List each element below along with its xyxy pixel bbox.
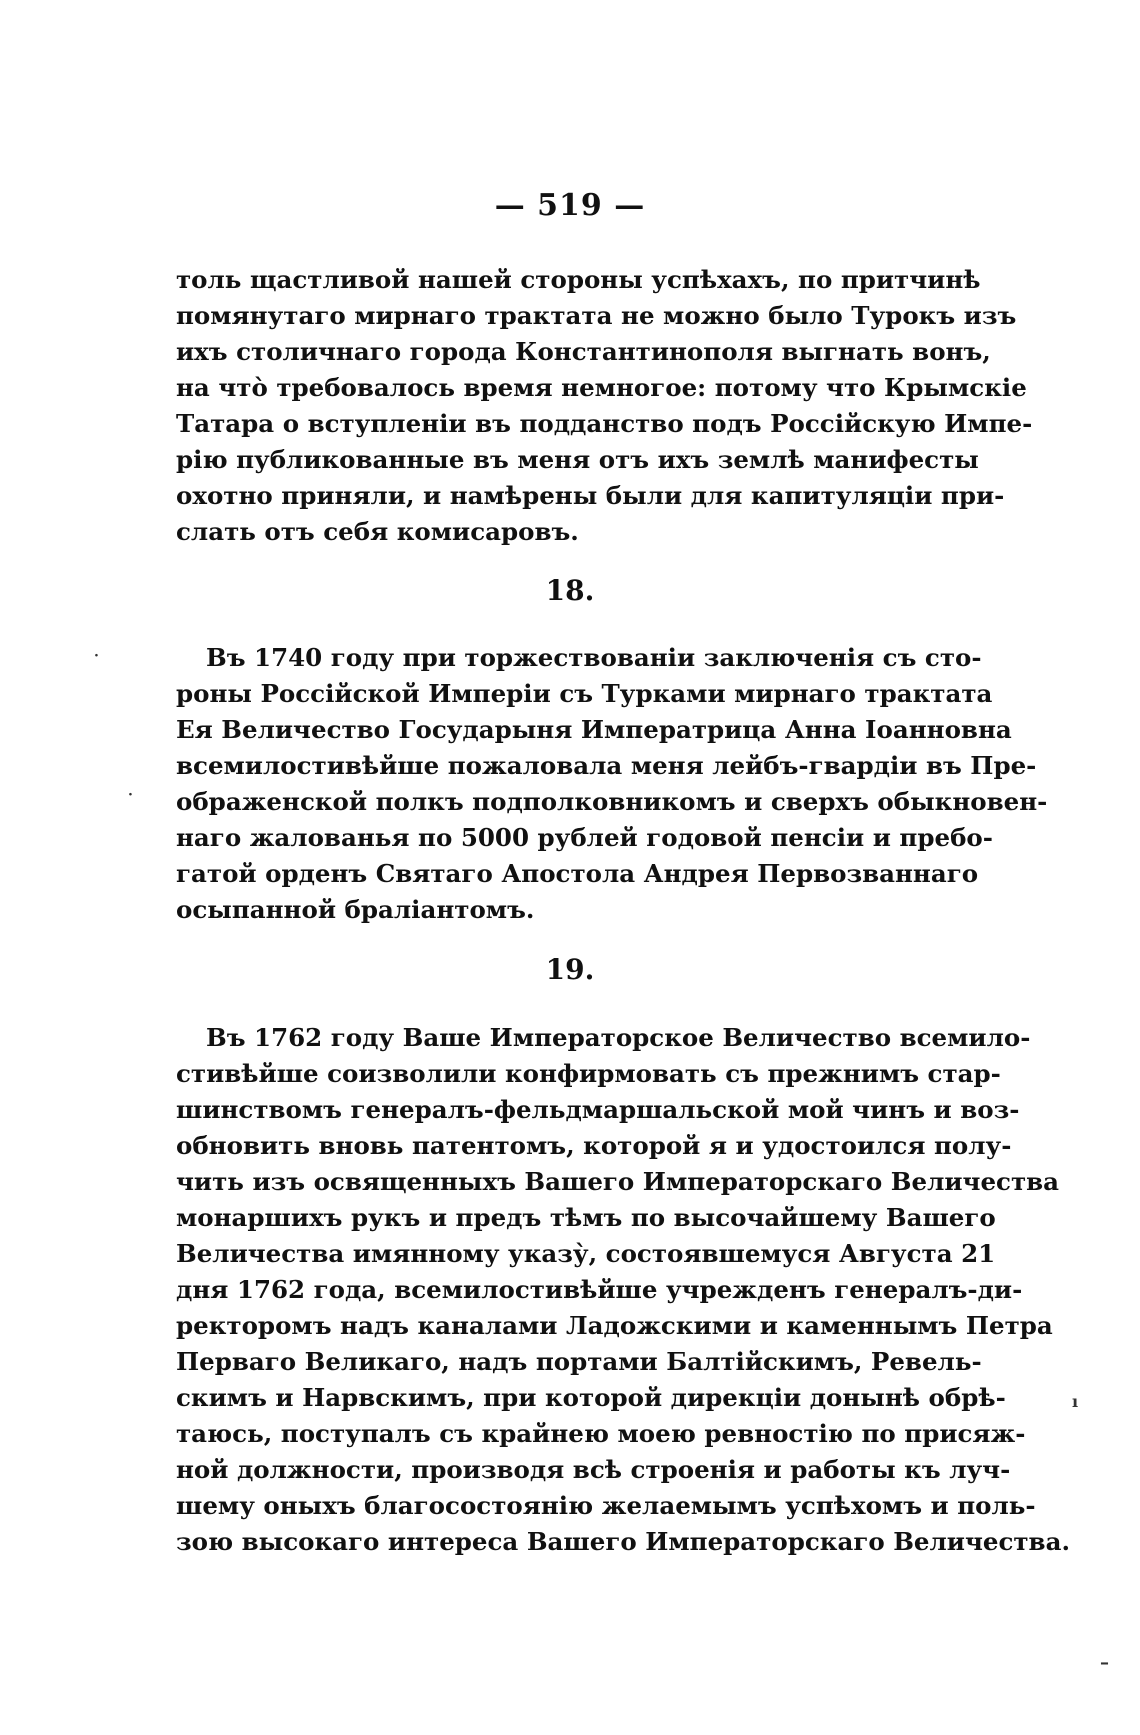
paragraph-line: стивѣйше соизволили конфирмовать съ прежнимъ стар- (176, 1059, 1001, 1088)
paragraph-line: дня 1762 года, всемилостивѣйше учрежденъ генералъ-ди- (176, 1275, 1023, 1304)
paragraph-line: скимъ и Нарвскимъ, при которой дирекціи донынѣ обрѣ- (176, 1383, 1006, 1412)
paragraph-line: шинствомъ генералъ-фельдмаршальской мой чинъ и воз- (176, 1095, 1020, 1124)
paragraph-line: наго жалованья по 5000 рублей годовой пенсіи и пребо- (176, 823, 993, 852)
scan-speck: · (128, 787, 133, 803)
paragraph-line: Татара о вступленіи въ подданство подъ Россійскую Импе- (176, 409, 1033, 438)
paragraph-line: ректоромъ надъ каналами Ладожскими и каменнымъ Петра (176, 1311, 1053, 1340)
paragraph-line: Въ 1740 году при торжествованіи заключенія съ сто- (206, 643, 982, 672)
paragraph-line: монаршихъ рукъ и предъ тѣмъ по высочайшему Вашего (176, 1203, 996, 1232)
paragraph-line: осыпанной браліантомъ. (176, 895, 535, 924)
section-number-19: 19. (545, 953, 595, 986)
scan-dash: – (1100, 1652, 1109, 1673)
paragraph-line: охотно приняли, и намѣрены были для капитуляціи при- (176, 481, 1005, 510)
paragraph-line: Величества имянному указу̀, состоявшемуся Августа 21 (176, 1239, 996, 1268)
scan-speck: · (94, 648, 99, 664)
paragraph-line: ображенской полкъ подполковникомъ и сверхъ обыкновен- (176, 787, 1048, 816)
paragraph-line: помянутаго мирнаго трактата не можно было Турокъ изъ (176, 301, 1017, 330)
paragraph-line: на что̀ требовалось время немногое: потому что Крымскіе (176, 373, 1027, 402)
paragraph-line: ной должности, производя всѣ строенія и работы къ луч- (176, 1455, 1011, 1484)
paragraph-2 (176, 640, 1048, 928)
paragraph-line: рію публикованные въ меня отъ ихъ землѣ манифесты (176, 445, 979, 474)
paragraph-line: зою высокаго интереса Вашего Императорскаго Величества. (176, 1527, 1070, 1556)
paragraph-line: чить изъ освященныхъ Вашего Императорскаго Величества (176, 1167, 1060, 1196)
paragraph-line: гатой орденъ Святаго Апостола Андрея Первозваннаго (176, 859, 979, 888)
paragraph-line: шему оныхъ благосостоянію желаемымъ успѣхомъ и поль- (176, 1491, 1036, 1520)
paragraph-3 (176, 1020, 1070, 1560)
paragraph-line: всемилостивѣйше пожаловала меня лейбъ-гвардіи въ Пре- (176, 751, 1037, 780)
section-number-18: 18. (545, 574, 595, 607)
scan-speck: ı (1072, 1392, 1079, 1411)
paragraph-line: слать отъ себя комисаровъ. (176, 517, 579, 546)
paragraph-line: Въ 1762 году Ваше Императорское Величество всемило- (206, 1023, 1031, 1052)
page-number: — 519 — (494, 188, 646, 223)
paragraph-1 (176, 262, 1033, 550)
paragraph-line: роны Россійской Имперіи съ Турками мирнаго трактата (176, 679, 993, 708)
paragraph-line: Ея Величество Государыня Императрица Анна Іоанновна (176, 715, 1012, 744)
paragraph-line: Перваго Великаго, надъ портами Балтійскимъ, Ревель- (176, 1347, 982, 1376)
paragraph-line: толь щастливой нашей стороны успѣхахъ, по притчинѣ (176, 265, 981, 294)
paragraph-line: обновить вновь патентомъ, которой я и удостоился полу- (176, 1131, 1012, 1160)
paragraph-line: ихъ столичнаго города Константинополя выгнать вонъ, (176, 337, 991, 366)
paragraph-line: таюсь, поступалъ съ крайнею моею ревностію по присяж- (176, 1419, 1026, 1448)
